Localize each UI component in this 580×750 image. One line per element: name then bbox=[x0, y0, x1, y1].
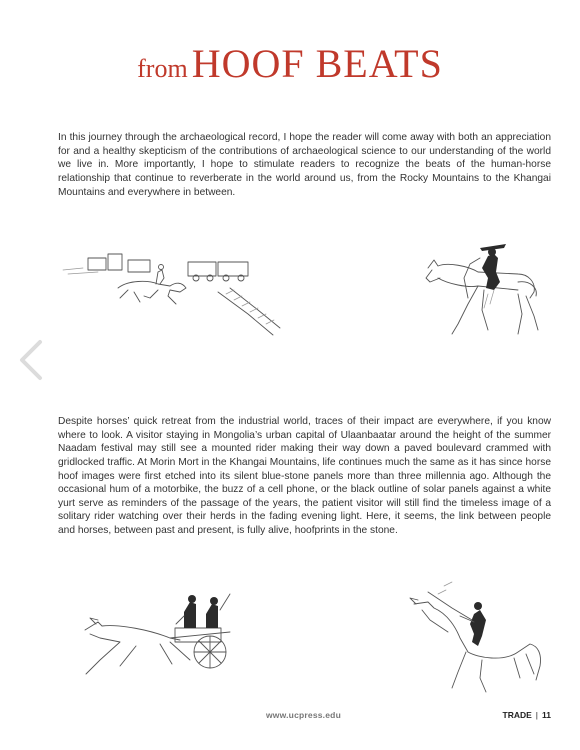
separator: | bbox=[535, 710, 538, 720]
footer-page-label bbox=[503, 710, 552, 720]
footer-url[interactable]: www.ucpress.edu bbox=[266, 710, 341, 720]
spear-rider-illustration bbox=[408, 580, 548, 695]
train-and-rider-illustration bbox=[58, 240, 283, 340]
chariot-illustration bbox=[80, 590, 255, 682]
title-prefix: from bbox=[137, 54, 188, 83]
paragraph-intro: In this journey through the archaeological record, I hope the reader will come away with both an appreciation for and a healthy skepticism of the contributions of archaeological science to our understanding of the world we live in. More importantly, I hope to stimulate readers to recognize the beats of the human-horse relationship that continue to reverberate in the world around us, from the Rocky Mountains to the Khangai Mountains and everywhere in between. bbox=[58, 132, 551, 198]
page-number: 11 bbox=[542, 710, 551, 720]
page-title bbox=[0, 40, 580, 87]
title-main: HOOF BEATS bbox=[191, 41, 443, 86]
hatted-rider-illustration bbox=[418, 238, 548, 348]
chevron-left-icon[interactable] bbox=[14, 338, 50, 382]
section-label: TRADE bbox=[502, 710, 532, 720]
paragraph-main: Despite horses’ quick retreat from the industrial world, traces of their impact are everywhere, if you know where to look. A visitor staying in Mongolia’s urban capital of Ulaanbaatar around the height of the summer Naadam festival may still see a mounted rider making their way down a paved boulevard crammed with gridlocked traffic. At Morin Mort in the Khangai Mountains, life continues much the same as it has since horse hoof images were first etched into its silent blue-stone panels more than three millennia ago. Although the occasional hum of a motorbike, the buzz of a cell phone, or the black outline of solar panels against a white yurt serve as reminders of the passage of the years, the patient visitor will still find the timeless image of a solitary rider watching over their herds in the fading evening light. Here, it seems, the link between people and horses, between past and present, is fully alive, hoofprints in the stone. bbox=[58, 416, 551, 536]
